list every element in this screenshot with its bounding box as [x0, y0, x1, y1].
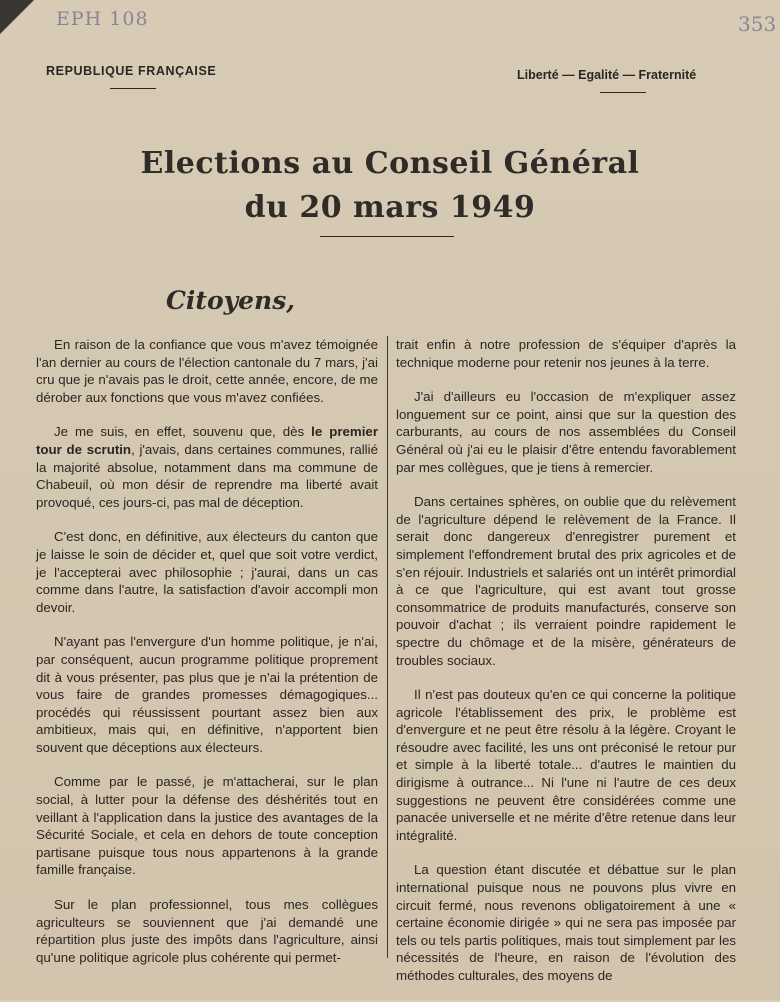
column-divider [387, 336, 388, 958]
paragraph: trait enfin à notre profession de s'équiper d'après la technique moderne pour retenir nos jeunes à la terre. [396, 337, 736, 370]
title-line-1: Elections au Conseil Général [140, 146, 640, 181]
header-left-rule [110, 88, 156, 89]
title-rule [320, 236, 454, 237]
header-republic: REPUBLIQUE FRANÇAISE [46, 64, 217, 78]
paragraph: Comme par le passé, je m'attacherai, sur le plan social, à lutter pour la défense des déshérités tout en veillant à l'application dans la justice des avantages de la Sécurité Sociale, et cela en dehors de toute conception partisane puisque tous nous appartenons à la grande famille française. [36, 774, 378, 878]
emphasis: le premier tour de scrutin [36, 424, 378, 457]
header-right-rule [600, 92, 646, 93]
paragraph: En raison de la confiance que vous m'avez témoignée l'an dernier au cours de l'élection cantonale du 7 mars, j'ai cru que je n'avais pas le droit, cette année, encore, de me dérober aux fonctions que vous m'avez confiées. [36, 337, 378, 405]
paragraph: Sur le plan professionnel, tous mes collègues agriculteurs se souviennent que j'ai demandé une répartition plus juste des impôts dans l'agriculture, ainsi qu'une politique agricole plus cohérente qui permet- [36, 897, 378, 965]
paragraph: J'ai d'ailleurs eu l'occasion de m'expliquer assez longuement sur ce point, ainsi que sur la question des carburants, au cours de nos assemblées du Conseil Général où j'ai eu le plaisir d'être entendu favorablement par mes collègues, que je tiens à remercier. [396, 389, 736, 475]
left-column [36, 336, 378, 983]
paragraph: C'est donc, en définitive, aux électeurs du canton que je laisse le soin de décider et, quel que soit votre verdict, je l'accepterai avec philosophie ; j'aurai, dans un cas comme dans l'autre, la satisfaction d'avoir accompli mon devoir. [36, 529, 378, 615]
folded-corner [0, 0, 34, 34]
paragraph: N'ayant pas l'envergure d'un homme politique, je n'ai, par conséquent, aucun programme politique proprement dit à vous présenter, pas plus que je n'ai la prétention de vous faire de grandes promesses démagogiques... procédés qui réussissent pourtant assez bien aux ambitieux, mais qui, en définitive, n'apportent bien souvent que déceptions aux électeurs. [36, 634, 378, 755]
paragraph: Dans certaines sphères, on oublie que du relèvement de l'agriculture dépend le relèvement de la France. Il serait donc dangereux d'enregistrer purement et simplement l'effondrement brutal des prix agricoles et de s'en réjouir. Industriels et salariés ont un intérêt primordial à ce que l'agriculture, qui est avant tout grosse consommatrice de produits manufacturés, conserve son pouvoir d'achat ; ils verraient poindre rapidement le spectre du chômage et de la misère, générateurs de troubles sociaux. [396, 494, 736, 668]
paragraph: Je me suis, en effet, souvenu que, dès le premier tour de scrutin, j'avais, dans certaines communes, rallié la majorité absolue, notamment dans ma commune de Chabeuil, où mon désir de reprendre ma liberté avait provoqué, ces jours-ci, pas mal de déception. [36, 424, 378, 510]
header-motto: Liberté — Egalité — Fraternité [517, 68, 697, 82]
salutation: Citoyens, [166, 286, 296, 315]
paragraph: La question étant discutée et débattue sur le plan international puisque nous ne pouvons plus vivre en circuit fermé, nous revenons obligatoirement à une « certaine économie dirigée » qui ne sera pas imposée par tels ou tels partis politiques, mais tout simplement par les nécessités de l'heure, en raison de l'évolution des méthodes culturales, des moyens de [396, 862, 736, 983]
paragraph: Il n'est pas douteux qu'en ce qui concerne la politique agricole l'établissement des prix, le problème est d'envergure et ne peut être résolu à la légère. Croyant le résoudre avec facilité, les uns ont préconisé le retour pur et simple à la liberté totale... d'autres le maintien du dirigisme à outrance... Ni l'une ni l'autre de ces deux suggestions ne peuvent être considérées comme une panacée universelle et ne mérite d'être retenue dans leur intégralité. [396, 687, 736, 843]
archive-reference: EPH 108 [56, 8, 149, 30]
right-column [396, 336, 736, 1002]
page-number-annotation: 353 [738, 12, 777, 36]
title-line-2: du 20 mars 1949 [244, 190, 536, 225]
